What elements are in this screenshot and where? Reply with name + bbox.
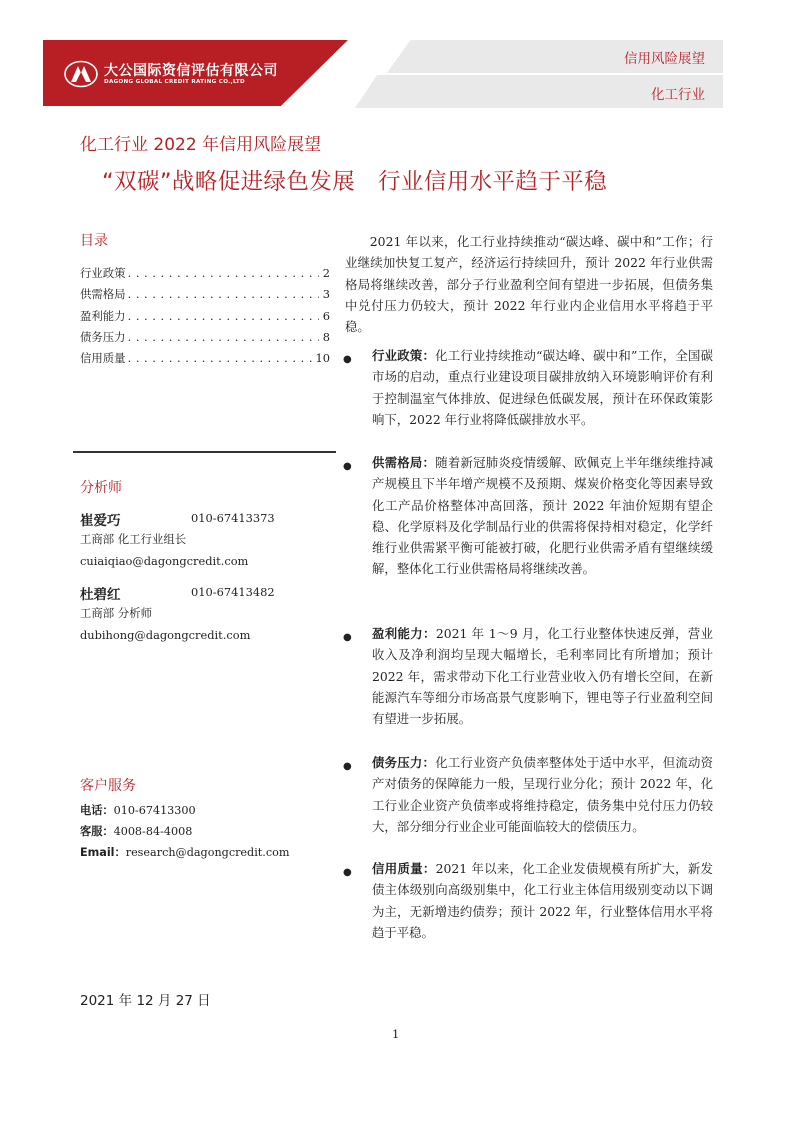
- cs-email-row: Email：research@dagongcredit.com: [80, 846, 290, 859]
- bullet-icon: ●: [343, 761, 352, 772]
- toc-item-supply-demand[interactable]: 供需格局 . . . 3: [80, 284, 330, 305]
- toc-item-policy[interactable]: 行业政策 . . . 2: [80, 263, 330, 284]
- bullet-icon: ●: [343, 354, 352, 365]
- summary-paragraph: 2021 年以来，化工行业持续推动“碳达峰、碳中和”工作；行业继续加快复工复产，经济运行持续回升，预计 2022 年行业供需格局将继续改善，部分子行业盈利空间有望进一步拓展，但债务集中兑付压力仍较大，预计 2022 年行业内企业信用水平将趋于平稳。: [345, 234, 713, 335]
- analysts-heading: 分析师: [80, 480, 122, 496]
- analyst-email[interactable]: cuiaiqiao@dagongcredit.com: [80, 554, 249, 568]
- cs-email-link[interactable]: research@dagongcredit.com: [125, 846, 290, 859]
- dagong-logo-icon: [64, 60, 98, 88]
- analyst-email[interactable]: dubihong@dagongcredit.com: [80, 628, 251, 642]
- analyst-dept: 工商部 分析师: [80, 606, 152, 620]
- toc-item-credit-quality[interactable]: 信用质量 . . . 10: [80, 348, 330, 369]
- bullet-credit-quality: ● 信用质量：2021 年以来，化工企业发债规模有所扩大，新发债主体级别向高级别集中，化工行业主体信用级别变动以下调为主，无新增违约债券；预计 2022 年，行业整体信用水平将趋于平稳。: [343, 861, 713, 940]
- cs-phone-row: 电话：010-67413300: [80, 804, 196, 817]
- analyst-name: 杜碧红: [80, 587, 121, 603]
- section-divider: [73, 451, 336, 453]
- bullet-debt-pressure: ● 债务压力：化工行业资产负债率整体处于适中水平，但流动资产对债务的保障能力一般，呈现行业分化；预计 2022 年，化工行业企业资产负债率或将维持稳定，债务集中兑付压力仍较大，部分细分行业企业可能面临较大的偿债压力。: [343, 755, 714, 834]
- bullet-policy: ● 行业政策：化工行业持续推动“碳达峰、碳中和”工作，全国碳市场的启动，重点行业建设项目碳排放纳入环境影响评价有利于控制温室气体排放、促进绿色低碳发展，预计在环保政策影响下，2022 年行业将降低碳排放水平。: [343, 348, 714, 427]
- toc-heading: 目录: [80, 233, 108, 249]
- bullet-supply-demand: ● 供需格局：随着新冠肺炎疫情缓解、欧佩克上半年继续维持减产规模且下半年增产规模不及预期、煤炭价格变化等因素导致化工产品价格整体冲高回落，预计 2022 年油价短期有望企稳、化学原料及化学制品行业的供需将保持相对稳定，化学纤维行业供需紧平衡可能被打破，化肥行业供需矛盾有望继续缓解，整体化工行业供需格局将继续改善。: [343, 455, 714, 577]
- toc-item-profitability[interactable]: 盈利能力 . . . 6: [80, 306, 330, 327]
- report-title: 化工行业 2022 年信用风险展望: [80, 135, 322, 155]
- analyst-name: 崔爱巧: [80, 513, 121, 529]
- company-name-en: DAGONG GLOBAL CREDIT RATING CO.,LTD: [104, 79, 245, 85]
- page-number: 1: [392, 1027, 400, 1041]
- table-of-contents: [80, 263, 330, 369]
- bullet-icon: ●: [343, 461, 352, 472]
- toc-item-debt-pressure[interactable]: 债务压力 . . . 8: [80, 327, 330, 348]
- bullet-profitability: ● 盈利能力：2021 年 1～9 月，化工行业整体快速反弹，营业收入及净利润均呈现大幅增长，毛利率同比有所增加；预计 2022 年，需求带动下化工行业营业收入仍有增长空间，在新能源汽车等细分市场高景气度影响下，锂电等子行业盈利空间有望进一步拓展。: [343, 626, 713, 727]
- report-type-tag: 信用风险展望: [624, 51, 705, 67]
- report-subtitle: “双碳”战略促进绿色发展 行业信用水平趋于平稳: [102, 169, 608, 195]
- analyst-dept: 工商部 化工行业组长: [80, 532, 187, 546]
- bullet-icon: ●: [343, 867, 352, 878]
- industry-tag: 化工行业: [651, 87, 705, 103]
- report-date: 2021 年 12 月 27 日: [80, 993, 211, 1009]
- analyst-phone: 010-67413373: [191, 511, 275, 525]
- analyst-phone: 010-67413482: [191, 585, 275, 599]
- cs-service-row: 客服：4008-84-4008: [80, 825, 193, 838]
- customer-service-contacts: [80, 800, 289, 863]
- bullet-icon: ●: [343, 632, 352, 643]
- company-name-cn: 大公国际资信评估有限公司: [104, 63, 278, 79]
- customer-service-heading: 客户服务: [80, 778, 136, 794]
